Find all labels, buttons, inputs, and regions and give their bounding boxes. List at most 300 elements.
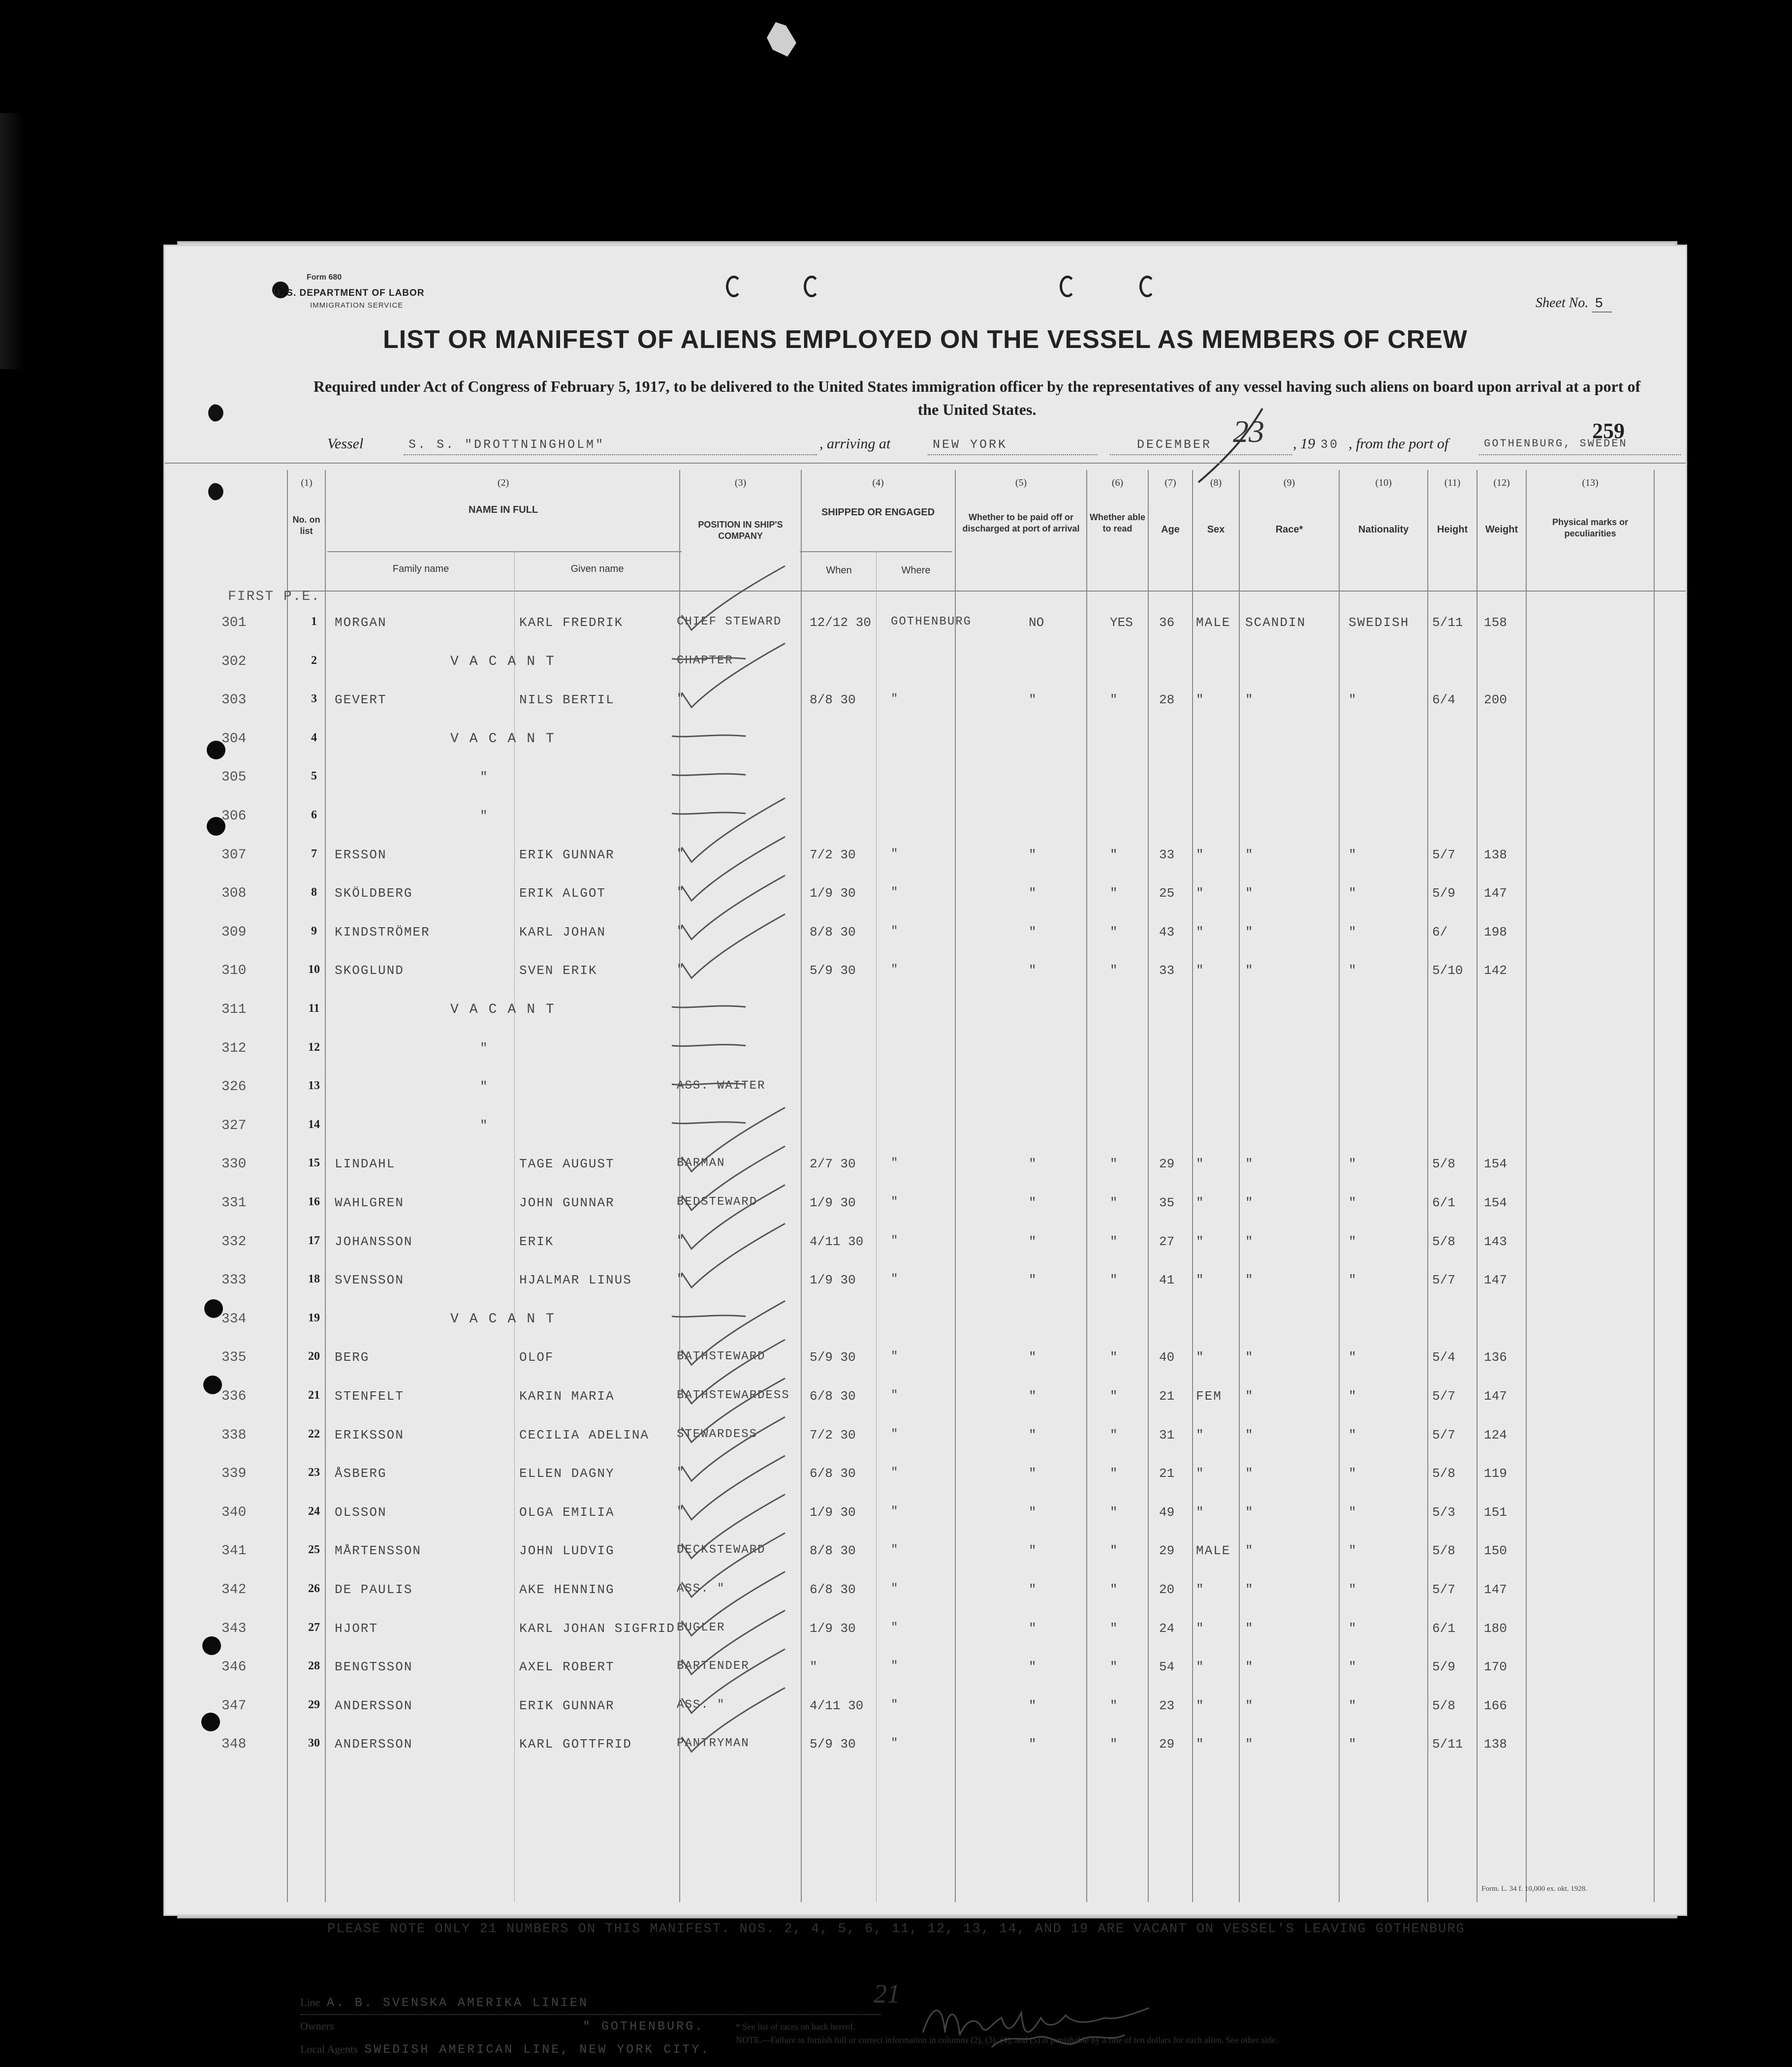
list-number: 305 [221, 770, 247, 785]
able-to-read: " [1110, 1273, 1118, 1288]
nationality: " [1349, 1582, 1357, 1597]
column-number: (4) [872, 477, 884, 488]
given-name: HJALMAR LINUS [519, 1273, 632, 1288]
paid-off: " [1029, 1466, 1037, 1481]
row-number: 13 [308, 1079, 320, 1093]
age: 21 [1159, 1389, 1175, 1404]
list-number: 331 [221, 1195, 247, 1211]
race: " [1245, 1543, 1254, 1559]
paid-off: " [1029, 963, 1037, 978]
paid-off: " [1029, 1157, 1037, 1172]
list-number: 332 [221, 1234, 247, 1250]
sex: " [1196, 1737, 1205, 1752]
family-name: " [480, 770, 489, 785]
family-name: SKOGLUND [335, 963, 404, 978]
row-number: 23 [308, 1466, 320, 1479]
given-name: KARL GOTTFRID [519, 1737, 632, 1752]
shipped-where: " [891, 1389, 899, 1402]
weight: 198 [1484, 924, 1507, 940]
owners-label: Owners [300, 2020, 334, 2032]
list-number: 330 [221, 1157, 247, 1172]
able-to-read: " [1110, 1504, 1118, 1520]
weight: 119 [1484, 1466, 1507, 1481]
list-number: 347 [221, 1698, 247, 1714]
pencil-check-mark [672, 735, 746, 737]
punch-mark [1139, 276, 1155, 297]
nationality: " [1349, 963, 1357, 978]
arriving-label: , arriving at [819, 436, 891, 452]
shipped-where: " [891, 924, 899, 938]
shipped-where: " [891, 1195, 899, 1209]
pencil-check-mark [672, 1006, 746, 1007]
able-to-read: " [1110, 1737, 1118, 1752]
nationality: " [1349, 1195, 1357, 1210]
position: BATHSTEWARD [677, 1350, 766, 1364]
given-name: NILS BERTIL [519, 692, 615, 708]
shipped-when: 1/9 30 [810, 1504, 856, 1520]
age: 36 [1159, 615, 1175, 630]
age: 41 [1159, 1273, 1175, 1288]
race: " [1245, 1389, 1254, 1404]
pencil-check-mark [672, 813, 746, 814]
subheader-given-name: Given name [570, 564, 624, 574]
height: 5/11 [1432, 1737, 1463, 1752]
shipped-where: " [891, 1466, 899, 1480]
pencil-check-mark [682, 566, 785, 630]
pencil-check-mark [672, 1315, 746, 1317]
height: 5/7 [1432, 1273, 1455, 1288]
column-header: Whether able to read [1089, 512, 1146, 533]
position: ASS. " [677, 1582, 725, 1596]
year-prefix: , 19 [1293, 436, 1315, 452]
shipped-where: " [891, 963, 899, 977]
column-number: (12) [1493, 477, 1510, 488]
position: " [677, 924, 685, 938]
paid-off: " [1029, 1389, 1037, 1404]
nationality: " [1349, 1504, 1357, 1520]
shipped-when: 6/8 30 [810, 1582, 856, 1597]
family-name: WAHLGREN [335, 1195, 404, 1210]
family-name: BENGTSSON [335, 1660, 413, 1675]
row-number: 20 [308, 1350, 320, 1363]
pencil-check-mark [682, 1146, 785, 1210]
shipped-when: 5/9 30 [810, 1737, 856, 1752]
punch-mark [726, 276, 742, 297]
given-name: ERIK ALGOT [519, 886, 606, 901]
column-header: POSITION IN SHIP'S COMPANY [698, 520, 783, 541]
pencil-check-mark [672, 658, 746, 659]
shipped-where: " [891, 1621, 899, 1634]
punch-mark [804, 276, 819, 297]
weight: 154 [1484, 1195, 1507, 1210]
weight: 143 [1484, 1234, 1507, 1249]
race: " [1245, 1582, 1254, 1597]
list-number: 343 [221, 1621, 247, 1636]
family-name: MÅRTENSSON [335, 1543, 422, 1559]
shipped-when: " [810, 1660, 817, 1675]
nationality: " [1349, 692, 1357, 708]
sex: " [1196, 847, 1205, 862]
able-to-read: " [1110, 886, 1118, 901]
age: 33 [1159, 963, 1175, 978]
position: BATHSTEWARDESS [677, 1389, 790, 1402]
age: 25 [1159, 886, 1175, 901]
position: BARTENDER [677, 1660, 750, 1673]
sheet-number-value: 5 [1592, 296, 1612, 313]
family-name: HJORT [335, 1621, 378, 1636]
weight: 147 [1484, 1273, 1507, 1288]
row-number: 3 [311, 692, 317, 706]
form-footer: Form. L. 34 f. 10,000 ex. okt. 1928. [1481, 1885, 1587, 1893]
nationality: " [1349, 1427, 1357, 1442]
given-name: KARIN MARIA [519, 1389, 615, 1404]
shipped-when: 4/11 30 [810, 1234, 864, 1249]
nationality: " [1349, 1273, 1357, 1288]
column-header: Age [1161, 524, 1180, 535]
column-number: (3) [734, 477, 747, 488]
given-name: ERIK GUNNAR [519, 1698, 615, 1713]
pencil-check-mark [682, 1107, 785, 1171]
given-name: SVEN ERIK [519, 963, 597, 978]
family-name: BERG [335, 1350, 370, 1365]
family-name: DE PAULIS [335, 1582, 413, 1597]
age: 24 [1159, 1621, 1175, 1636]
position: BARMAN [677, 1157, 725, 1170]
arrival-year: 30 [1320, 438, 1340, 452]
line-value: A. B. SVENSKA AMERIKA LINIEN [326, 1996, 589, 2010]
given-name: ERIK GUNNAR [519, 847, 615, 862]
pencil-check-mark [682, 1417, 785, 1481]
inspector-signature-icon [918, 1988, 1154, 2067]
row-number: 29 [308, 1698, 320, 1711]
nationality: " [1349, 1389, 1357, 1404]
page-title: LIST OR MANIFEST OF ALIENS EMPLOYED ON THE VESSEL AS MEMBERS OF CREW [383, 325, 1468, 354]
pencil-check-mark [672, 1045, 746, 1046]
service-name: IMMIGRATION SERVICE [310, 301, 404, 310]
line-label: Line [300, 1996, 320, 2008]
age: 28 [1159, 692, 1175, 708]
family-name: " [480, 1079, 489, 1095]
paid-off: " [1029, 1427, 1037, 1442]
family-name: KINDSTRÖMER [335, 924, 430, 940]
race: " [1245, 886, 1254, 901]
column-number: (2) [497, 477, 509, 488]
agents-value: SWEDISH AMERICAN LINE, NEW YORK CITY. [364, 2042, 711, 2057]
form-number: Form 680 [307, 273, 342, 282]
height: 6/4 [1432, 692, 1455, 708]
able-to-read: " [1110, 1543, 1118, 1559]
able-to-read: " [1110, 1582, 1118, 1597]
column-number: (1) [301, 477, 313, 488]
height: 5/3 [1432, 1504, 1455, 1520]
column-number: (6) [1111, 477, 1124, 488]
list-number: 306 [221, 809, 247, 824]
age: 27 [1159, 1234, 1175, 1249]
list-number: 304 [221, 731, 247, 747]
owners-value: " GOTHENBURG. [582, 2019, 704, 2034]
list-number: 309 [221, 924, 247, 940]
able-to-read: YES [1110, 615, 1133, 630]
height: 5/7 [1432, 1389, 1455, 1404]
list-number: 346 [221, 1660, 247, 1675]
vacant-label: VACANT [450, 731, 565, 747]
pencil-check-mark [682, 1301, 785, 1365]
list-number: 335 [221, 1350, 247, 1366]
page-number: 259 [1592, 419, 1625, 443]
shipped-when: 2/7 30 [810, 1157, 856, 1172]
paid-off: " [1029, 1543, 1037, 1559]
height: 5/7 [1432, 1427, 1455, 1442]
weight: 150 [1484, 1543, 1507, 1559]
shipped-when: 5/9 30 [810, 963, 856, 978]
list-number: 342 [221, 1582, 247, 1597]
height: 5/7 [1432, 847, 1455, 862]
weight: 147 [1484, 1582, 1507, 1597]
family-name: " [480, 809, 489, 823]
subheader-family-name: Family name [392, 564, 449, 574]
pencil-check-mark [682, 1649, 785, 1713]
sex: " [1196, 924, 1205, 940]
rule [165, 463, 1686, 464]
rule [288, 591, 1686, 592]
shipped-when: 8/8 30 [810, 692, 856, 708]
column-header: SHIPPED OR ENGAGED [821, 507, 935, 518]
list-number: 302 [221, 654, 247, 669]
weight: 180 [1484, 1621, 1507, 1636]
sex: " [1196, 1350, 1205, 1365]
list-number: 310 [221, 963, 247, 979]
position: " [677, 1504, 685, 1518]
given-name: ELLEN DAGNY [519, 1466, 615, 1481]
paid-off: " [1029, 1698, 1037, 1713]
sex: " [1196, 963, 1205, 978]
able-to-read: " [1110, 1195, 1118, 1210]
position: " [677, 1466, 685, 1480]
able-to-read: " [1110, 1698, 1118, 1713]
pencil-check-mark [682, 1223, 785, 1287]
row-number: 15 [308, 1157, 320, 1170]
row-number: 6 [311, 809, 317, 821]
race: " [1245, 1504, 1254, 1520]
shipped-where: " [891, 1427, 899, 1441]
nationality: " [1349, 1660, 1357, 1675]
position: " [677, 1273, 685, 1286]
sex: " [1196, 1234, 1205, 1249]
nationality: " [1349, 1157, 1357, 1172]
able-to-read: " [1110, 1234, 1118, 1249]
sex: FEM [1196, 1389, 1222, 1404]
able-to-read: " [1110, 963, 1118, 978]
weight: 124 [1484, 1427, 1507, 1442]
rule [300, 2014, 881, 2015]
list-number: 327 [221, 1118, 247, 1133]
height: 5/8 [1432, 1543, 1455, 1559]
column-header: Race* [1275, 524, 1303, 535]
family-name: ERIKSSON [335, 1427, 404, 1442]
weight: 138 [1484, 847, 1507, 862]
able-to-read: " [1110, 1389, 1118, 1404]
pencil-check-mark [682, 643, 785, 707]
row-number: 28 [308, 1660, 320, 1673]
height: 5/4 [1432, 1350, 1455, 1365]
shipped-when: 8/8 30 [810, 924, 856, 940]
race: " [1245, 1698, 1254, 1713]
row-number: 1 [311, 615, 317, 628]
weight: 142 [1484, 963, 1507, 978]
shipped-when: 5/9 30 [810, 1350, 856, 1365]
age: 40 [1159, 1350, 1175, 1365]
pencil-check-mark [682, 1572, 785, 1636]
column-header: NAME IN FULL [468, 504, 538, 515]
manifest-sheet [165, 246, 1686, 2057]
paid-off: " [1029, 1660, 1037, 1675]
sex: " [1196, 1195, 1205, 1210]
column-number: (13) [1582, 477, 1599, 488]
binder-hole [208, 482, 227, 501]
column-number: (11) [1444, 477, 1461, 488]
given-name: ERIK [519, 1234, 554, 1249]
given-name: KARL JOHAN SIGFRID [519, 1621, 675, 1636]
vessel-label: Vessel [327, 436, 364, 452]
position: " [677, 847, 685, 861]
nationality: " [1349, 1698, 1357, 1713]
fill-line [928, 454, 1098, 455]
paid-off: " [1029, 692, 1037, 708]
height: 5/8 [1432, 1698, 1455, 1713]
race: " [1245, 1273, 1254, 1288]
subheader-when: When [826, 565, 852, 576]
given-name: AXEL ROBERT [519, 1660, 615, 1675]
pencil-check-mark [682, 837, 785, 901]
column-number: (10) [1375, 477, 1392, 488]
able-to-read: " [1110, 1621, 1118, 1636]
shipped-where: " [891, 1582, 899, 1596]
row-number: 10 [308, 963, 320, 976]
able-to-read: " [1110, 1466, 1118, 1481]
binder-hole [208, 404, 227, 422]
list-number: 307 [221, 847, 247, 863]
row-number: 21 [308, 1389, 320, 1402]
arrival-port: NEW YORK [933, 438, 1008, 452]
nationality: SWEDISH [1349, 615, 1410, 630]
pencil-check-mark [682, 1185, 785, 1249]
shipped-when: 4/11 30 [810, 1698, 864, 1713]
list-number: 348 [221, 1737, 247, 1753]
column-number: (5) [1015, 477, 1027, 488]
age: 21 [1159, 1466, 1175, 1481]
pencil-check-mark [672, 1083, 746, 1085]
shipped-when: 1/9 30 [810, 1621, 856, 1636]
handwritten-initials: 21 [874, 1979, 900, 2008]
sex: " [1196, 1582, 1205, 1597]
shipped-where: " [891, 1234, 899, 1248]
shipped-when: 8/8 30 [810, 1543, 856, 1559]
row-number: 24 [308, 1504, 320, 1518]
age: 29 [1159, 1737, 1175, 1752]
age: 29 [1159, 1543, 1175, 1559]
given-name: AKE HENNING [519, 1582, 615, 1597]
able-to-read: " [1110, 1660, 1118, 1675]
family-name: JOHANSSON [335, 1234, 413, 1249]
sex: " [1196, 1504, 1205, 1520]
given-name: TAGE AUGUST [519, 1157, 615, 1172]
height: 5/8 [1432, 1157, 1455, 1172]
pencil-check-mark [682, 1533, 785, 1597]
race: " [1245, 1157, 1254, 1172]
position: " [677, 692, 685, 706]
handwritten-stroke-icon [1189, 404, 1267, 487]
shipped-when: 7/2 30 [810, 1427, 856, 1442]
shipped-when: 6/8 30 [810, 1466, 856, 1481]
given-name: CECILIA ADELINA [519, 1427, 650, 1442]
age: 33 [1159, 847, 1175, 862]
shipped-where: " [891, 1157, 899, 1170]
shipped-when: 12/12 30 [810, 615, 871, 630]
family-name: ANDERSSON [335, 1737, 413, 1752]
age: 54 [1159, 1660, 1175, 1675]
row-number: 16 [308, 1195, 320, 1208]
age: 49 [1159, 1504, 1175, 1520]
vessel-name: S. S. "DROTTNINGHOLM" [409, 438, 605, 452]
race: " [1245, 1621, 1254, 1636]
pencil-check-mark [682, 876, 785, 940]
column-header: Weight [1485, 524, 1518, 535]
race: " [1245, 847, 1254, 862]
pencil-check-mark [682, 1378, 785, 1442]
shipped-where: " [891, 1543, 899, 1557]
pencil-check-mark [682, 1610, 785, 1674]
check-marks [672, 600, 928, 1929]
position: ASS. WAITER [677, 1079, 766, 1093]
position: PANTRYMAN [677, 1737, 750, 1751]
manifest-note: PLEASE NOTE ONLY 21 NUMBERS ON THIS MANIFEST. NOS. 2, 4, 5, 6, 11, 12, 13, 14, AND 19 ARE VACANT ON VESSEL'S LEAVING GOTHENBURG [327, 1922, 1465, 1937]
nationality: " [1349, 847, 1357, 862]
row-number: 11 [308, 1002, 320, 1015]
position: STEWARDESS [677, 1427, 758, 1441]
weight: 170 [1484, 1660, 1507, 1675]
column-header: Whether to be paid off or discharged at port of arrival [962, 512, 1080, 533]
sex: " [1196, 1466, 1205, 1481]
row-number: 2 [311, 654, 317, 667]
shipped-where: " [891, 847, 899, 861]
sex: " [1196, 1427, 1205, 1442]
shipped-when: 6/8 30 [810, 1389, 856, 1404]
sex: " [1196, 886, 1205, 901]
paid-off: " [1029, 847, 1037, 862]
nationality: " [1349, 886, 1357, 901]
weight: 158 [1484, 615, 1507, 630]
shipped-when: 1/9 30 [810, 886, 856, 901]
section-label: FIRST P.E. [228, 589, 321, 604]
list-number: 334 [221, 1311, 247, 1327]
age: 20 [1159, 1582, 1175, 1597]
position: " [677, 1234, 685, 1248]
position: ASS. " [677, 1698, 725, 1712]
vacant-label: VACANT [450, 1311, 565, 1327]
family-name: STENFELT [335, 1389, 404, 1404]
paid-off: " [1029, 1273, 1037, 1288]
row-number: 14 [308, 1118, 320, 1131]
paid-off: " [1029, 1234, 1037, 1249]
pencil-check-mark [672, 774, 746, 775]
age: 35 [1159, 1195, 1175, 1210]
row-number: 8 [311, 886, 317, 899]
sheet-number [1536, 295, 1612, 312]
height: 5/8 [1432, 1234, 1455, 1249]
height: 5/8 [1432, 1466, 1455, 1481]
weight: 138 [1484, 1737, 1507, 1752]
pencil-check-mark [682, 1340, 785, 1404]
